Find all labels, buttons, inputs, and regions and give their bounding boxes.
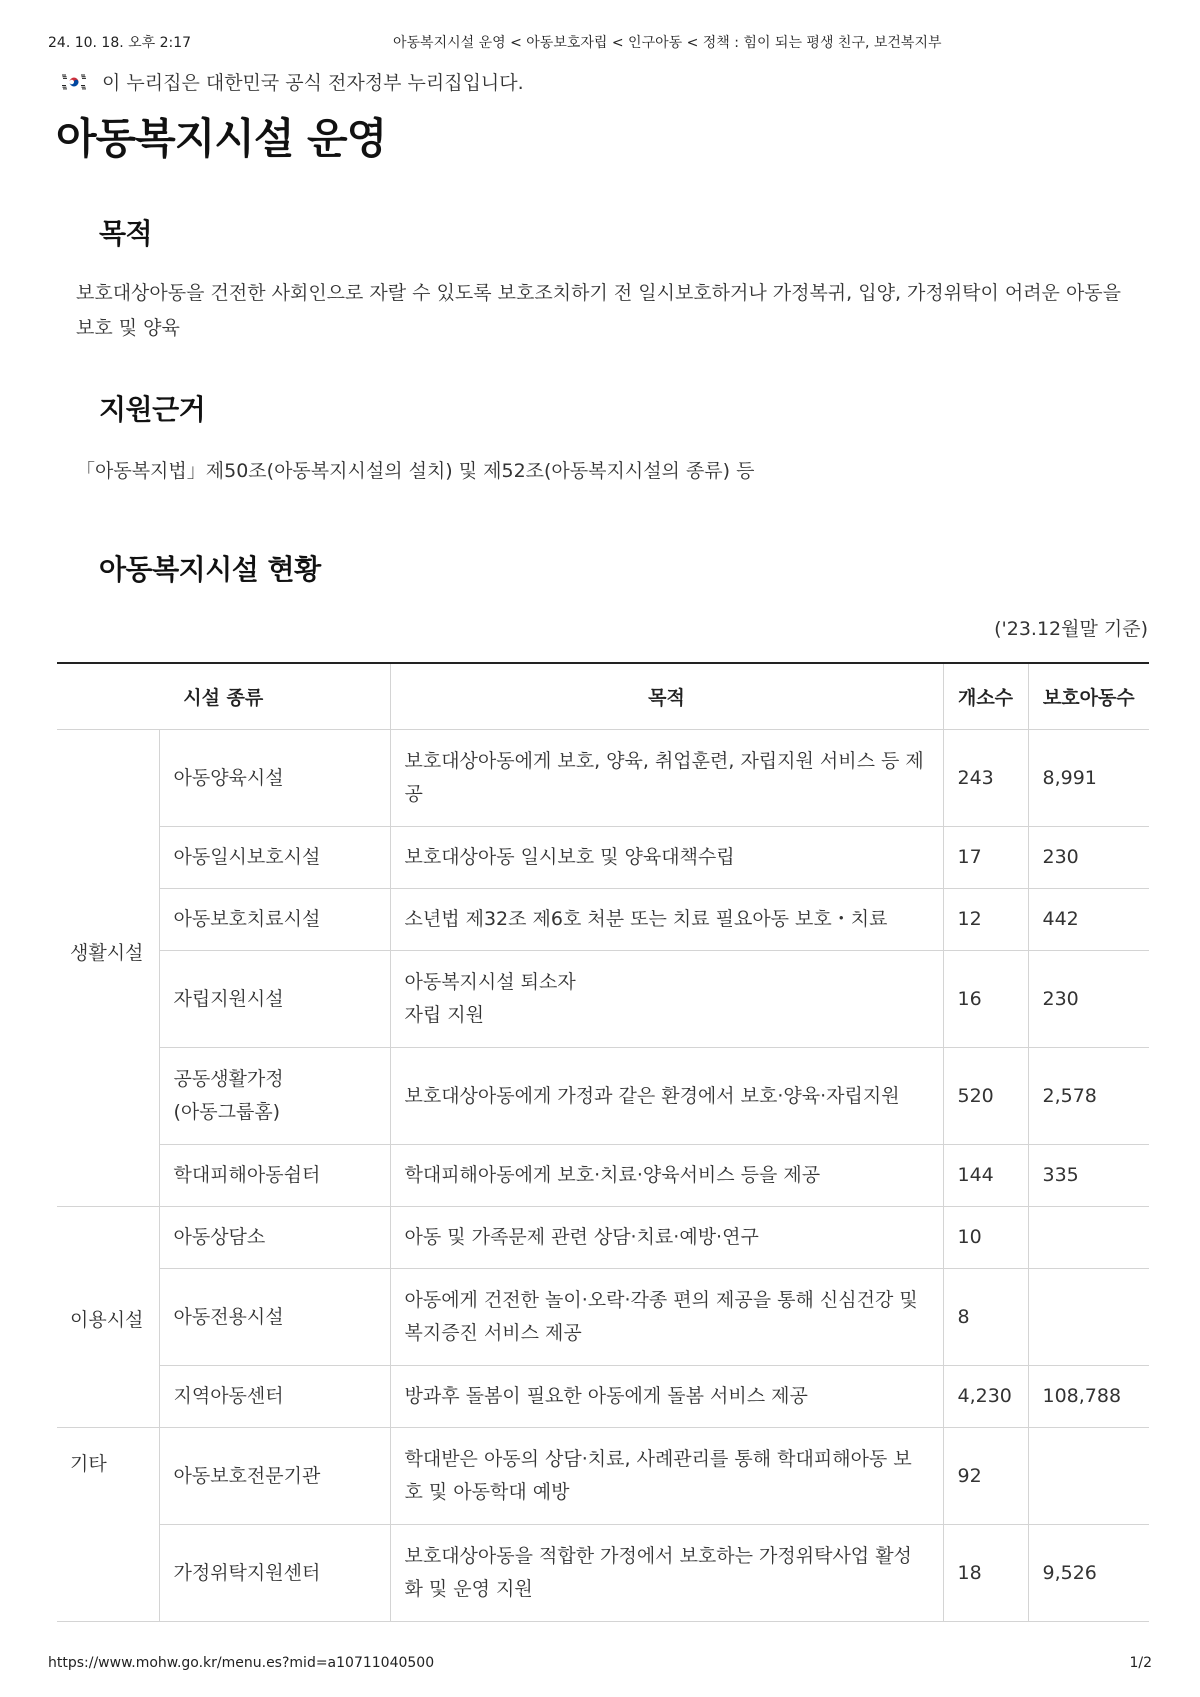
facility-children-cell	[1028, 1269, 1149, 1366]
facility-purpose-cell: 보호대상아동 일시보호 및 양육대책수립	[390, 827, 943, 889]
category-label: 이용시설	[70, 1309, 144, 1331]
facility-name-cell: 학대피해아동쉼터	[159, 1145, 390, 1207]
table-body	[57, 730, 1149, 1622]
table-row	[57, 951, 1149, 1048]
facility-name-cell: 아동전용시설	[159, 1269, 390, 1366]
facility-purpose-cell: 보호대상아동을 적합한 가정에서 보호하는 가정위탁사업 활성화 및 운영 지원	[390, 1525, 943, 1622]
facility-name-cell: 자립지원시설	[159, 951, 390, 1048]
basis-heading: 지원근거	[99, 393, 206, 426]
page-number: 1/2	[1129, 1655, 1152, 1671]
facility-children-cell: 335	[1028, 1145, 1149, 1207]
facility-purpose-cell: 아동 및 가족문제 관련 상담·치료·예방·연구	[390, 1207, 943, 1269]
facility-name-cell: 아동상담소	[159, 1207, 390, 1269]
facility-purpose-cell: 보호대상아동에게 보호, 양육, 취업훈련, 자립지원 서비스 등 제공	[390, 730, 943, 827]
facility-purpose-cell: 보호대상아동에게 가정과 같은 환경에서 보호·양육·자립지원	[390, 1048, 943, 1145]
print-page-title: 아동복지시설 운영 < 아동보호자립 < 인구아동 < 정책 : 힘이 되는 평생 친구, 보건복지부	[393, 35, 942, 51]
korea-flag-icon	[60, 72, 88, 92]
print-date: 24. 10. 18. 오후 2:17	[48, 35, 192, 51]
table-row	[57, 827, 1149, 889]
print-footer	[48, 1655, 1152, 1677]
facility-purpose-cell: 소년법 제32조 제6호 처분 또는 치료 필요아동 보호・치료	[390, 889, 943, 951]
table-row	[57, 1428, 1149, 1525]
facility-name-cell: 아동보호전문기관	[159, 1428, 390, 1525]
gov-banner-text: 이 누리집은 대한민국 공식 전자정부 누리집입니다.	[102, 72, 524, 94]
category-cell	[57, 1428, 159, 1622]
facility-count-cell: 92	[943, 1428, 1028, 1525]
table-header-row	[57, 663, 1149, 730]
print-url: https://www.mohw.go.kr/menu.es?mid=a10711040500	[48, 1655, 435, 1671]
facility-count-cell: 243	[943, 730, 1028, 827]
facility-name-cell: 공동생활가정 (아동그룹홈)	[159, 1048, 390, 1145]
facility-children-cell: 2,578	[1028, 1048, 1149, 1145]
facility-name-cell: 아동일시보호시설	[159, 827, 390, 889]
purpose-text: 보호대상아동을 건전한 사회인으로 자랄 수 있도록 보호조치하기 전 일시보호하거나 가정복귀, 입양, 가정위탁이 어려운 아동을 보호 및 양육	[76, 282, 1122, 339]
table-row	[57, 1366, 1149, 1428]
facilities-table	[57, 662, 1149, 1622]
facility-name-cell: 가정위탁지원센터	[159, 1525, 390, 1622]
status-heading: 아동복지시설 현황	[99, 553, 321, 586]
facility-children-cell: 230	[1028, 951, 1149, 1048]
facility-name-cell: 아동보호치료시설	[159, 889, 390, 951]
print-header	[48, 32, 1152, 54]
table-row	[57, 1145, 1149, 1207]
gov-banner	[60, 68, 524, 95]
facility-purpose-cell: 아동복지시설 퇴소자 자립 지원	[390, 951, 943, 1048]
table-row	[57, 1048, 1149, 1145]
table-row	[57, 889, 1149, 951]
basis-text: 「아동복지법」제50조(아동복지시설의 설치) 및 제52조(아동복지시설의 종류) 등	[76, 460, 755, 482]
table-row	[57, 730, 1149, 827]
header-type: 시설 종류	[57, 663, 390, 730]
facility-purpose-cell: 학대피해아동에게 보호·치료·양육서비스 등을 제공	[390, 1145, 943, 1207]
facility-count-cell: 144	[943, 1145, 1028, 1207]
category-cell	[57, 1207, 159, 1428]
category-label: 기타	[70, 1453, 107, 1475]
facility-count-cell: 12	[943, 889, 1028, 951]
category-label: 생활시설	[70, 942, 144, 964]
facility-count-cell: 8	[943, 1269, 1028, 1366]
facility-children-cell: 230	[1028, 827, 1149, 889]
facility-children-cell	[1028, 1207, 1149, 1269]
header-count: 개소수	[943, 663, 1028, 730]
basis-date: ('23.12월말 기준)	[994, 618, 1148, 640]
table-row	[57, 1269, 1149, 1366]
facility-count-cell: 17	[943, 827, 1028, 889]
facility-purpose-cell: 학대받은 아동의 상담·치료, 사례관리를 통해 학대피해아동 보호 및 아동학대 예방	[390, 1428, 943, 1525]
facility-count-cell: 10	[943, 1207, 1028, 1269]
table-row	[57, 1525, 1149, 1622]
facility-purpose-cell: 아동에게 건전한 놀이·오락·각종 편의 제공을 통해 신심건강 및 복지증진 서비스 제공	[390, 1269, 943, 1366]
facility-name-cell: 아동양육시설	[159, 730, 390, 827]
facility-children-cell: 8,991	[1028, 730, 1149, 827]
category-cell	[57, 730, 159, 1207]
page-title: 아동복지시설 운영	[56, 114, 387, 163]
facility-count-cell: 16	[943, 951, 1028, 1048]
facility-name-cell: 지역아동센터	[159, 1366, 390, 1428]
header-purpose: 목적	[390, 663, 943, 730]
facility-count-cell: 18	[943, 1525, 1028, 1622]
purpose-heading: 목적	[99, 217, 153, 250]
facility-count-cell: 520	[943, 1048, 1028, 1145]
header-children: 보호아동수	[1028, 663, 1149, 730]
facility-purpose-cell: 방과후 돌봄이 필요한 아동에게 돌봄 서비스 제공	[390, 1366, 943, 1428]
facility-children-cell: 108,788	[1028, 1366, 1149, 1428]
facility-count-cell: 4,230	[943, 1366, 1028, 1428]
facility-children-cell: 442	[1028, 889, 1149, 951]
facility-children-cell	[1028, 1428, 1149, 1525]
facility-children-cell: 9,526	[1028, 1525, 1149, 1622]
table-row	[57, 1207, 1149, 1269]
